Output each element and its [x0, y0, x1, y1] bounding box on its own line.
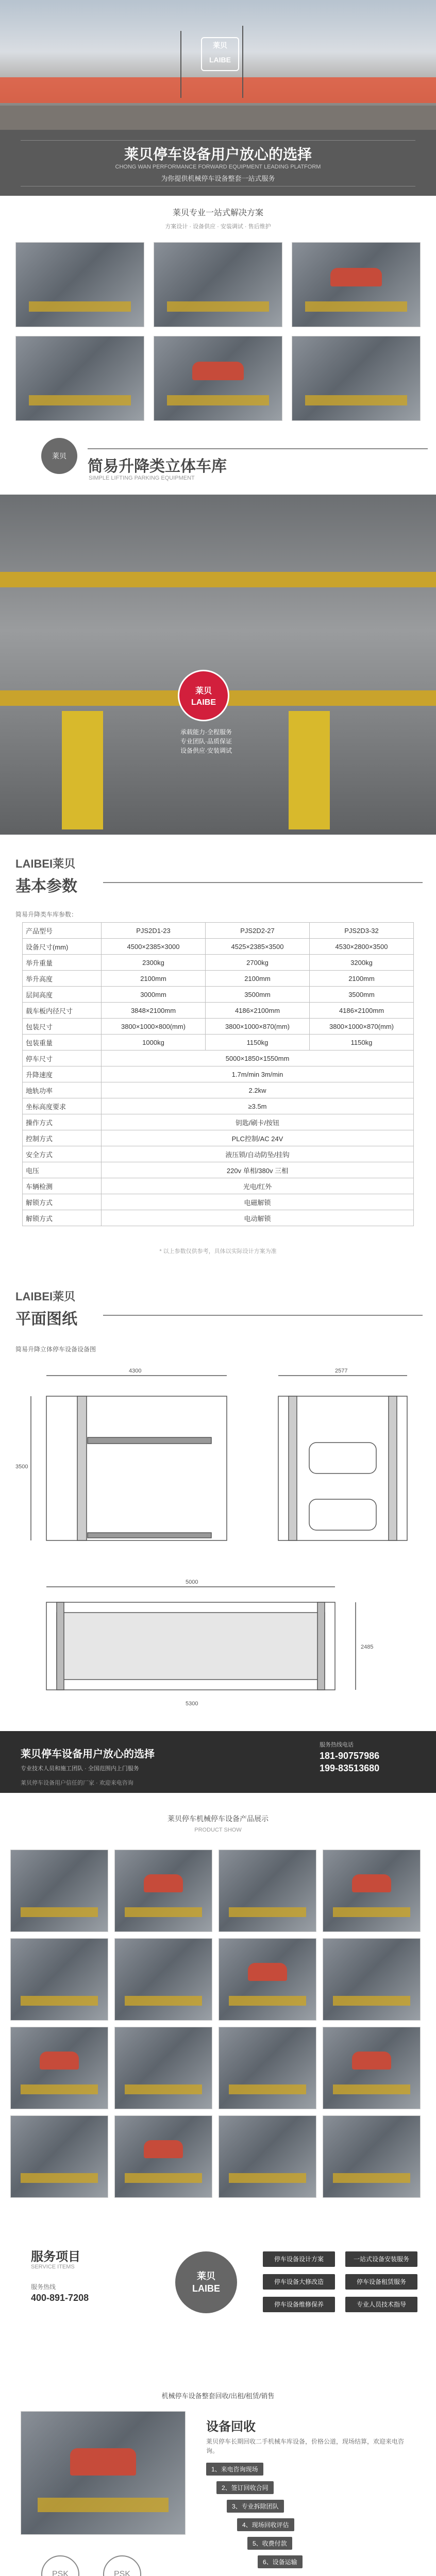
service-button[interactable]: 一站式设备安装服务 [345, 2251, 417, 2267]
specs-note: 简易升降类车库参数： [15, 911, 78, 918]
spec-value: 2700kg [206, 955, 310, 971]
service-button[interactable]: 停车设备维修保养 [263, 2297, 335, 2312]
specs-row [23, 1098, 414, 1114]
gallery-photo [219, 1938, 316, 2021]
spec-value: PLC控制/AC 24V [102, 1130, 414, 1146]
spec-value: 3200kg [310, 955, 414, 971]
recycle-step: 3、专业拆除团队 [227, 2500, 284, 2513]
spec-value: 3500mm [206, 987, 310, 1003]
specs-title: 基本参数 [15, 878, 77, 895]
spec-label: 载车板内径尺寸 [23, 1003, 102, 1019]
plan-drawings [0, 1345, 436, 1716]
service-items-sub: SERVICE ITEMS [31, 2264, 75, 2270]
dim-w1: 4300 [129, 1368, 142, 1374]
solution-photo [292, 242, 421, 327]
recycle-section [0, 2391, 436, 2576]
showcase-photo [0, 495, 436, 835]
gallery-photo [10, 1938, 108, 2021]
plan-logo: LAIBEI莱贝 [15, 1290, 76, 1303]
recycle-top: 机械停车设备整套回收/出租/租赁/销售 [161, 2392, 275, 2400]
spec-value: 2100mm [206, 971, 310, 987]
side-elevation-drawing [31, 1376, 227, 1540]
spec-value: 2100mm [102, 971, 206, 987]
recycle-desc: 莱贝停车长期回收二手机械车库设备，价格公道，现场结算，欢迎来电咨询。 [206, 2438, 405, 2454]
spec-value: PJS2D3-32 [310, 923, 414, 939]
spec-value: 液压锁/自动防坠/挂钩 [102, 1146, 414, 1162]
recycle-step: 6、设备运输 [258, 2555, 303, 2568]
plan-header [0, 1283, 436, 1334]
specs-row [23, 955, 414, 971]
service-banner-left-sub: 专业技术人员和施工团队 · 全国范围内上门服务 [21, 1766, 139, 1772]
specs-note-row [0, 907, 436, 922]
spec-label: 车辆检测 [23, 1178, 102, 1194]
specs-row [23, 1130, 414, 1146]
solutions-sub: 方案设计 · 设备供应 · 安装调试 · 售后维护 [165, 224, 271, 230]
gallery-photo [114, 2027, 212, 2109]
service-logo: 莱贝 LAIBE [175, 2251, 237, 2313]
spec-value: 4525×2385×3500 [206, 939, 310, 955]
spec-value: 3500mm [310, 987, 414, 1003]
specs-row [23, 1210, 414, 1226]
product-badge: 莱贝 [41, 438, 77, 474]
specs-row [23, 971, 414, 987]
specs-footnote: * 以上参数仅供参考，具体以实际设计方案为准 [159, 1248, 277, 1255]
spec-value: 3848×2100mm [102, 1003, 206, 1019]
solution-photo [15, 242, 144, 327]
plan-caption: 简易升降立体停车设备设备图 [15, 1346, 96, 1353]
showcase-lines [170, 727, 242, 755]
spec-label: 举升高度 [23, 971, 102, 987]
gallery1-header [0, 1814, 436, 1844]
spec-value: 4500×2385×3000 [102, 939, 206, 955]
specs-table-wrap [0, 922, 436, 1242]
specs-row [23, 1035, 414, 1050]
service-button[interactable]: 停车设备大修改造 [263, 2274, 335, 2290]
spec-label: 举升重量 [23, 955, 102, 971]
showcase-logo: 莱贝 LAIBE [178, 670, 229, 721]
recycle-step: 4、现场回收评估 [237, 2518, 294, 2531]
product-title: 简易升降类立体车库 [88, 458, 227, 475]
solutions-grid [0, 242, 436, 428]
gallery1-heading: 莱贝停车机械停车设备产品展示 [167, 1815, 269, 1823]
spec-label: 层间高度 [23, 987, 102, 1003]
recycle-badge: PSK [41, 2555, 79, 2576]
service-banner-line: 莱贝停车设备用户信任的厂家 · 欢迎来电咨询 [21, 1780, 133, 1786]
slogan-tagline: 为你提供机械停车设备整套一站式服务 [161, 175, 275, 182]
specs-row [23, 1003, 414, 1019]
spec-value: 1.7m/min 3m/min [102, 1066, 414, 1082]
slogan-title: 莱贝停车设备用户放心的选择 [124, 146, 312, 162]
spec-value: 2100mm [310, 971, 414, 987]
spec-value: 电磁解锁 [102, 1194, 414, 1210]
spec-label: 解锁方式 [23, 1210, 102, 1226]
specs-row [23, 1178, 414, 1194]
service-banner-label: 服务热线电话 [320, 1742, 354, 1748]
specs-row [23, 1194, 414, 1210]
spec-value: 1000kg [102, 1035, 206, 1050]
solution-photo [154, 336, 282, 421]
service-phone[interactable]: 400-891-7208 [31, 2293, 89, 2303]
gallery1-grid [0, 1850, 436, 2210]
spec-value: 4186×2100mm [206, 1003, 310, 1019]
spec-value: 钥匙/刷卡/按钮 [102, 1114, 414, 1130]
service-banner-left: 莱贝停车设备用户放心的选择 [21, 1749, 155, 1760]
gallery1-sub: PRODUCT SHOW [194, 1827, 242, 1833]
spec-value: 2300kg [102, 955, 206, 971]
specs-table [22, 922, 414, 1226]
spec-label: 包装尺寸 [23, 1019, 102, 1035]
dim-w5: 5300 [186, 1701, 198, 1707]
service-button[interactable]: 停车设备租赁服务 [345, 2274, 417, 2290]
specs-row [23, 1050, 414, 1066]
spec-value: 3800×1000×870(mm) [206, 1019, 310, 1035]
gallery-photo [323, 1850, 421, 1932]
spec-value: ≥3.5m [102, 1098, 414, 1114]
spec-value: 3000mm [102, 987, 206, 1003]
spec-value: 4530×2800×3500 [310, 939, 414, 955]
showcase-line: 设备供应·安装调试 [180, 747, 232, 754]
spec-value: 220v 单相/380v 三相 [102, 1162, 414, 1178]
product-title-block [0, 438, 436, 495]
showcase-line: 专业团队·品质保证 [180, 738, 232, 745]
recycle-step: 1、来电咨询现场 [206, 2463, 263, 2476]
spec-label: 停车尺寸 [23, 1050, 102, 1066]
gallery-photo [10, 2115, 108, 2198]
spec-value: 电动解锁 [102, 1210, 414, 1226]
gallery-photo [10, 2027, 108, 2109]
specs-row [23, 1114, 414, 1130]
spec-value: 1150kg [310, 1035, 414, 1050]
spec-value: 2.2kw [102, 1082, 414, 1098]
showcase-line: 承载能力·全程服务 [180, 728, 232, 736]
specs-row [23, 939, 414, 955]
solutions-header [0, 206, 436, 237]
spec-value: 3800×1000×800(mm) [102, 1019, 206, 1035]
gallery-photo [323, 2115, 421, 2198]
spec-label: 地轨功率 [23, 1082, 102, 1098]
service-items-title: 服务项目 [31, 2250, 80, 2264]
gallery-photo [114, 2115, 212, 2198]
dim-w3: 5000 [186, 1579, 198, 1585]
plan-title: 平面图纸 [15, 1311, 77, 1328]
specs-row [23, 987, 414, 1003]
gallery-photo [219, 1850, 316, 1932]
dim-w2: 2577 [335, 1368, 348, 1374]
service-items [0, 2231, 436, 2365]
gallery-photo [323, 2027, 421, 2109]
service-button[interactable]: 专业人员技术指导 [345, 2297, 417, 2312]
solution-photo [15, 336, 144, 421]
spec-value: 4186×2100mm [310, 1003, 414, 1019]
front-elevation-drawing [278, 1376, 407, 1540]
gallery-photo [114, 1850, 212, 1932]
specs-header [0, 850, 436, 902]
spec-value: 1150kg [206, 1035, 310, 1050]
spec-label: 设备尺寸(mm) [23, 939, 102, 955]
dim-h1: 3500 [15, 1464, 28, 1470]
gallery-photo [10, 1850, 108, 1932]
specs-header-row [23, 923, 414, 939]
specs-row [23, 1146, 414, 1162]
spec-label: 产品型号 [23, 923, 102, 939]
gallery-photo [219, 2027, 316, 2109]
spec-label: 包装重量 [23, 1035, 102, 1050]
plan-svg [0, 1355, 436, 1716]
spec-label: 安全方式 [23, 1146, 102, 1162]
spec-value: PJS2D2-27 [206, 923, 310, 939]
spec-value: PJS2D1-23 [102, 923, 206, 939]
service-banner [0, 1731, 436, 1793]
service-phone-1: 181-90757986 [320, 1751, 380, 1761]
spec-value: 5000×1850×1550mm [102, 1050, 414, 1066]
hero-photo [0, 0, 436, 130]
recycle-step: 5、收费付款 [247, 2537, 292, 2550]
gallery-photo [323, 1938, 421, 2021]
specs-logo: LAIBEI莱贝 [15, 857, 76, 870]
hero-logo: 莱贝 LAIBE [201, 37, 239, 71]
solution-photo [154, 242, 282, 327]
specs-row [23, 1066, 414, 1082]
slogan-subtitle: CHONG WAN PERFORMANCE FORWARD EQUIPMENT LEADING PLATFORM [115, 164, 321, 170]
recycle-step: 2、签订回收合同 [216, 2481, 274, 2494]
spec-value: 光电/红外 [102, 1178, 414, 1194]
slogan-band [0, 130, 436, 196]
service-phone-label: 服务热线 [31, 2283, 56, 2291]
solution-photo [292, 336, 421, 421]
specs-row [23, 1082, 414, 1098]
service-button[interactable]: 停车设备设计方案 [263, 2251, 335, 2267]
top-plan-drawing [46, 1587, 356, 1690]
solutions-heading: 莱贝专业一站式解决方案 [172, 209, 263, 217]
gallery-photo [219, 2115, 316, 2198]
spec-label: 解锁方式 [23, 1194, 102, 1210]
spec-value: 3800×1000×870(mm) [310, 1019, 414, 1035]
gallery-photo [114, 1938, 212, 2021]
specs-footnote-row [0, 1247, 436, 1262]
spec-label: 操作方式 [23, 1114, 102, 1130]
service-phone-2: 199-83513680 [320, 1763, 380, 1773]
specs-row [23, 1162, 414, 1178]
spec-label: 坐标高度要求 [23, 1098, 102, 1114]
spec-label: 控制方式 [23, 1130, 102, 1146]
specs-row [23, 1019, 414, 1035]
recycle-photo [21, 2411, 186, 2535]
product-sub-en: SIMPLE LIFTING PARKING EQUIPMENT [89, 475, 195, 481]
recycle-title: 设备回收 [206, 2420, 256, 2434]
spec-label: 电压 [23, 1162, 102, 1178]
spec-label: 升降速度 [23, 1066, 102, 1082]
dim-w4: 2485 [361, 1644, 374, 1650]
recycle-badge: PSK [103, 2555, 141, 2576]
